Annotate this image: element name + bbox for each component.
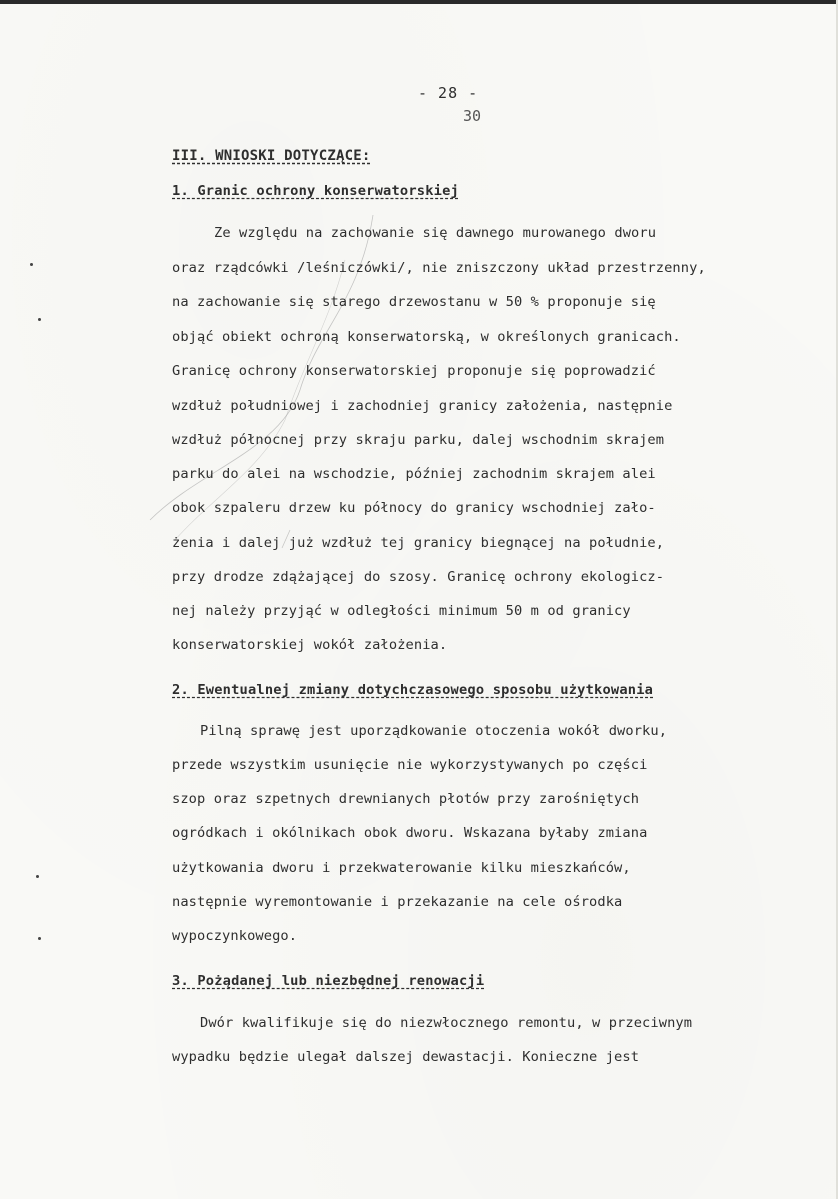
text-line: szop oraz szpetnych drewnianych płotów przy zarośniętych bbox=[172, 791, 640, 807]
text-line: Pilną sprawę jest uporządkowanie otoczenia wokół dworku, bbox=[200, 723, 668, 739]
scan-speck bbox=[36, 875, 39, 878]
handwritten-page-number: 30 bbox=[463, 107, 482, 125]
text-line: Granicę ochrony konserwatorskiej proponuje się poprowadzić bbox=[172, 363, 656, 379]
text-line: Dwór kwalifikuje się do niezwłocznego remontu, w przeciwnym bbox=[200, 1015, 693, 1031]
text-line: parku do alei na wschodzie, później zachodnim skrajem alei bbox=[172, 466, 656, 482]
text-line: następnie wyremontowanie i przekazanie na cele ośrodka bbox=[172, 894, 623, 910]
scan-speck bbox=[38, 937, 41, 940]
section-title: III. WNIOSKI DOTYCZĄCE: bbox=[172, 148, 371, 164]
text-line: Ze względu na zachowanie się dawnego murowanego dworu bbox=[214, 225, 657, 241]
scan-speck bbox=[30, 263, 33, 266]
text-line: wypoczynkowego. bbox=[172, 928, 298, 944]
subsection-heading-1: 1. Granic ochrony konserwatorskiej bbox=[172, 183, 459, 199]
text-line: wzdłuż południowej i zachodniej granicy założenia, następnie bbox=[172, 398, 673, 414]
text-line: żenia i dalej już wzdłuż tej granicy biegnącej na południe, bbox=[172, 535, 665, 551]
text-line: wypadku będzie ulegał dalszej dewastacji. Konieczne jest bbox=[172, 1049, 640, 1065]
text-line: ogródkach i okólnikach obok dworu. Wskazana byłaby zmiana bbox=[172, 825, 648, 841]
text-line: konserwatorskiej wokół założenia. bbox=[172, 637, 448, 653]
text-line: przy drodze zdążającej do szosy. Granicę ochrony ekologicz- bbox=[172, 569, 665, 585]
text-line: na zachowanie się starego drzewostanu w 50 % proponuje się bbox=[172, 294, 656, 310]
subsection-heading-3: 3. Pożądanej lub niezbędnej renowacji bbox=[172, 973, 485, 989]
text-line: oraz rządcówki /leśniczówki/, nie zniszczony układ przestrzenny, bbox=[172, 260, 706, 276]
scan-speck bbox=[38, 318, 41, 321]
text-line: przede wszystkim usunięcie nie wykorzystywanych po części bbox=[172, 757, 648, 773]
page-number: - 28 - bbox=[418, 84, 479, 102]
text-line: wzdłuż północnej przy skraju parku, dalej wschodnim skrajem bbox=[172, 432, 665, 448]
text-line: nej należy przyjąć w odległości minimum 50 m od granicy bbox=[172, 603, 631, 619]
text-line: objąć obiekt ochroną konserwatorską, w określonych granicach. bbox=[172, 329, 681, 345]
subsection-heading-2: 2. Ewentualnej zmiany dotychczasowego sposobu użytkowania bbox=[172, 682, 654, 698]
text-line: obok szpaleru drzew ku północy do granicy wschodniej zało- bbox=[172, 500, 656, 516]
text-line: użytkowania dworu i przekwaterowanie kilku mieszkańców, bbox=[172, 860, 631, 876]
